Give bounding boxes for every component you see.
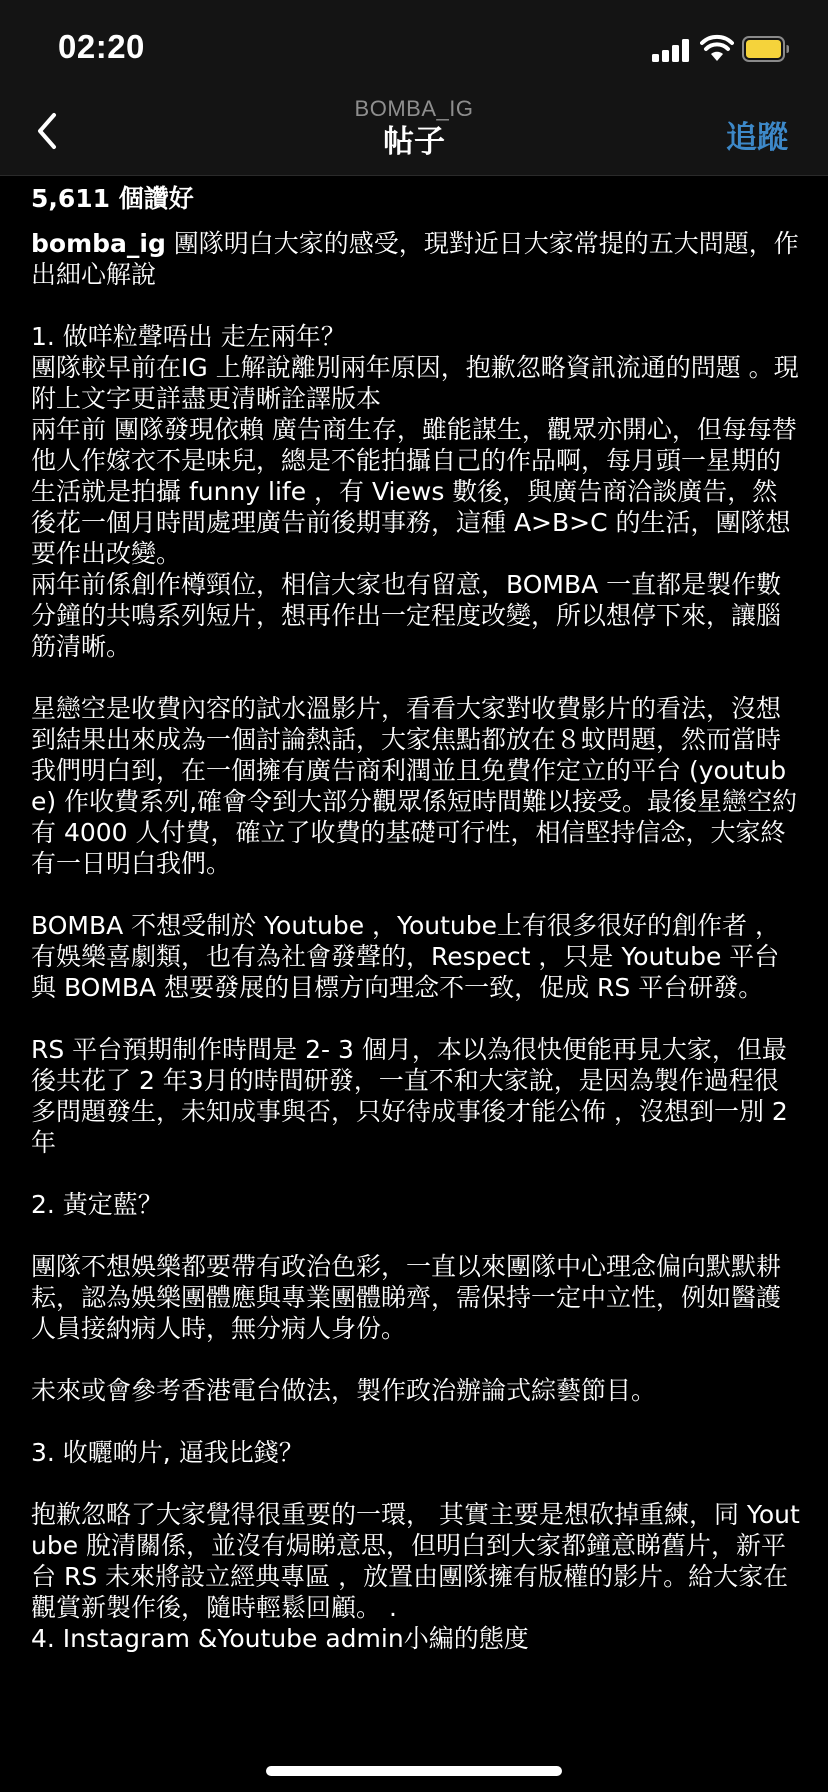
status-time: 02:20 — [58, 28, 145, 65]
signal-icon — [652, 38, 690, 62]
post-caption — [31, 228, 801, 1654]
page-title: 帖子 — [383, 124, 445, 160]
follow-button[interactable]: 追蹤 — [726, 120, 788, 156]
home-indicator[interactable] — [266, 1766, 562, 1776]
account-name: BOMBA_IG — [354, 96, 474, 121]
caption-username[interactable]: bomba_ig — [31, 229, 166, 258]
post-content — [31, 176, 801, 1654]
nav-titles — [200, 96, 628, 162]
nav-bar — [0, 96, 828, 176]
battery-icon — [742, 36, 790, 62]
likes-count[interactable]: 5,611 個讚好 — [31, 184, 194, 213]
status-bar — [0, 0, 828, 96]
wifi-icon — [700, 34, 734, 62]
caption-text: 團隊明白大家的感受，現對近日大家常提的五大問題，作出細心解說 1. 做咩粒聲唔出 走左兩年？ 團隊較早前在IG 上解說離別兩年原因，抱歉忽略資訊流通的問題 。現附上文字更詳盡更清晰詮譯版本 兩年前 團隊發現依賴 廣告商生存，雖能謀生，觀眾亦開心，但每每替他人作嫁衣不是味兒，總是不能拍攝自己的作品啊，每月頭一星期的生活就是拍攝 funny life ，有 Views 數後，與廣告商洽談廣告，然後花一個月時間處理廣告前後期事務，這種 A>B>C 的生活，團隊想要作出改變。 兩年前係創作樽頸位，相信大家也有留意，BOMBA 一直都是製作數分鐘的共鳴系列短片，想再作出一定程度改變，所以想停下來，讓腦筋清晰。 星戀空是收費內容的試水溫影片，看看大家對收費影片的看法，沒想到結果出來成為一個討論熱話，大家焦點都放在８蚊問題，然而當時我們明白到，在一個擁有廣告商利潤並且免費作定立的平台 (youtube) 作收費系列,確會令到大部分觀眾係短時間難以接受。最後星戀空約有 4000 人付費，確立了收費的基礎可行性，相信堅持信念，大家終有一日明白我們。 BOMBA 不想受制於 Youtube ，Youtube上有很多很好的創作者 ，有娛樂喜劇類，也有為社會發聲的，Respect ，只是 Youtube 平台與 BOMBA 想要發展的目標方向理念不一致，促成 RS 平台研發。 RS 平台預期制作時間是 2- 3 個月，本以為很快便能再見大家，但最後共花了 2 年3月的時間研發，一直不和大家說，是因為製作過程很多問題發生，未知成事與否，只好待成事後才能公佈 ，沒想到一別 2年 2. 黃定藍？ 團隊不想娛樂都要帶有政治色彩，一直以來團隊中心理念偏向默默耕耘，認為娛樂團體應與專業團體睇齊，需保持一定中立性，例如醫護人員接納病人時，無分病人身份。 未來或會參考香港電台做法，製作政治辦論式綜藝節目。 3. 收曬啲片, 逼我比錢？ 抱歉忽略了大家覺得很重要的一環， 其實主要是想砍掉重練，同 Youtube 脫清關係，並沒有焗睇意思，但明白到大家都鐘意睇舊片，新平台 RS 未來將設立經典專區 ，放置由團隊擁有版權的影片。給大家在觀賞新製作後，隨時輕鬆回顧。 . 4. Instagram &Youtube admin小編的態度 — [31, 229, 800, 1653]
chevron-left-icon — [24, 102, 80, 160]
back-button[interactable] — [24, 102, 80, 160]
